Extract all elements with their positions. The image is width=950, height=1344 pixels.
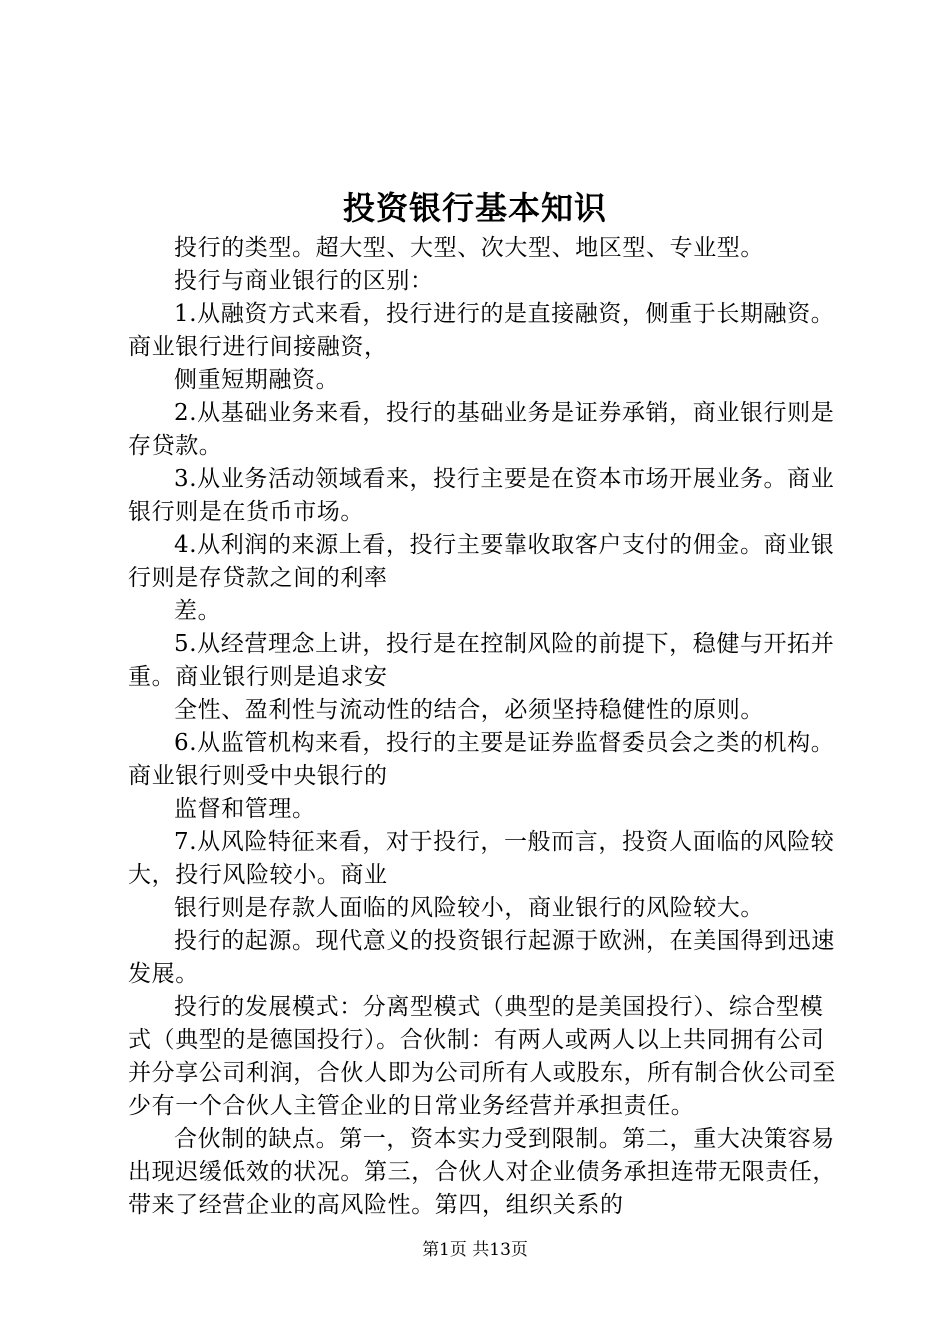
paragraph: 投行的发展模式：分离型模式（典型的是美国投行）、综合型模式（典型的是德国投行）。合伙制：有两人或两人以上共同拥有公司并分享公司利润，合伙人即为公司所有人或股东，所有制合伙公司至少有一个合伙人主管企业的日常业务经营并承担责任。 bbox=[128, 994, 836, 1119]
paragraph: 全性、盈利性与流动性的结合，必须坚持稳健性的原则。 bbox=[174, 697, 764, 723]
paragraph: 7.从风险特征来看，对于投行，一般而言，投资人面临的风险较大，投行风险较小。商业 bbox=[128, 829, 835, 888]
paragraph: 6.从监管机构来看，投行的主要是证券监督委员会之类的机构。商业银行则受中央银行的 bbox=[128, 730, 835, 789]
paragraph: 监督和管理。 bbox=[174, 796, 316, 822]
paragraph: 银行则是存款人面临的风险较小，商业银行的风险较大。 bbox=[174, 895, 764, 921]
paragraph: 1.从融资方式来看，投行进行的是直接融资，侧重于长期融资。商业银行进行间接融资， bbox=[128, 301, 835, 360]
paragraph: 5.从经营理念上讲，投行是在控制风险的前提下，稳健与开拓并重。商业银行则是追求安 bbox=[128, 631, 835, 690]
paragraph: 侧重短期融资。 bbox=[174, 367, 340, 393]
paragraph: 4.从利润的来源上看，投行主要靠收取客户支付的佣金。商业银行则是存贷款之间的利率 bbox=[128, 532, 835, 591]
paragraph: 差。 bbox=[174, 598, 222, 624]
paragraph: 3.从业务活动领域看来，投行主要是在资本市场开展业务。商业银行则是在货币市场。 bbox=[128, 466, 835, 525]
paragraph: 合伙制的缺点。第一，资本实力受到限制。第二，重大决策容易出现迟缓低效的状况。第三，合伙人对企业债务承担连带无限责任，带来了经营企业的高风险性。第四，组织关系的 bbox=[128, 1126, 836, 1218]
document-body bbox=[128, 232, 838, 1222]
document-title: 投资银行基本知识 bbox=[342, 189, 607, 227]
paragraph: 2.从基础业务来看，投行的基础业务是证券承销，商业银行则是存贷款。 bbox=[128, 400, 835, 459]
paragraph: 投行与商业银行的区别： bbox=[174, 268, 434, 294]
page-footer: 第1页 共13页 bbox=[422, 1240, 528, 1260]
paragraph: 投行的起源。现代意义的投资银行起源于欧洲，在美国得到迅速发展。 bbox=[128, 928, 835, 987]
paragraph: 投行的类型。超大型、大型、次大型、地区型、专业型。 bbox=[174, 235, 764, 261]
